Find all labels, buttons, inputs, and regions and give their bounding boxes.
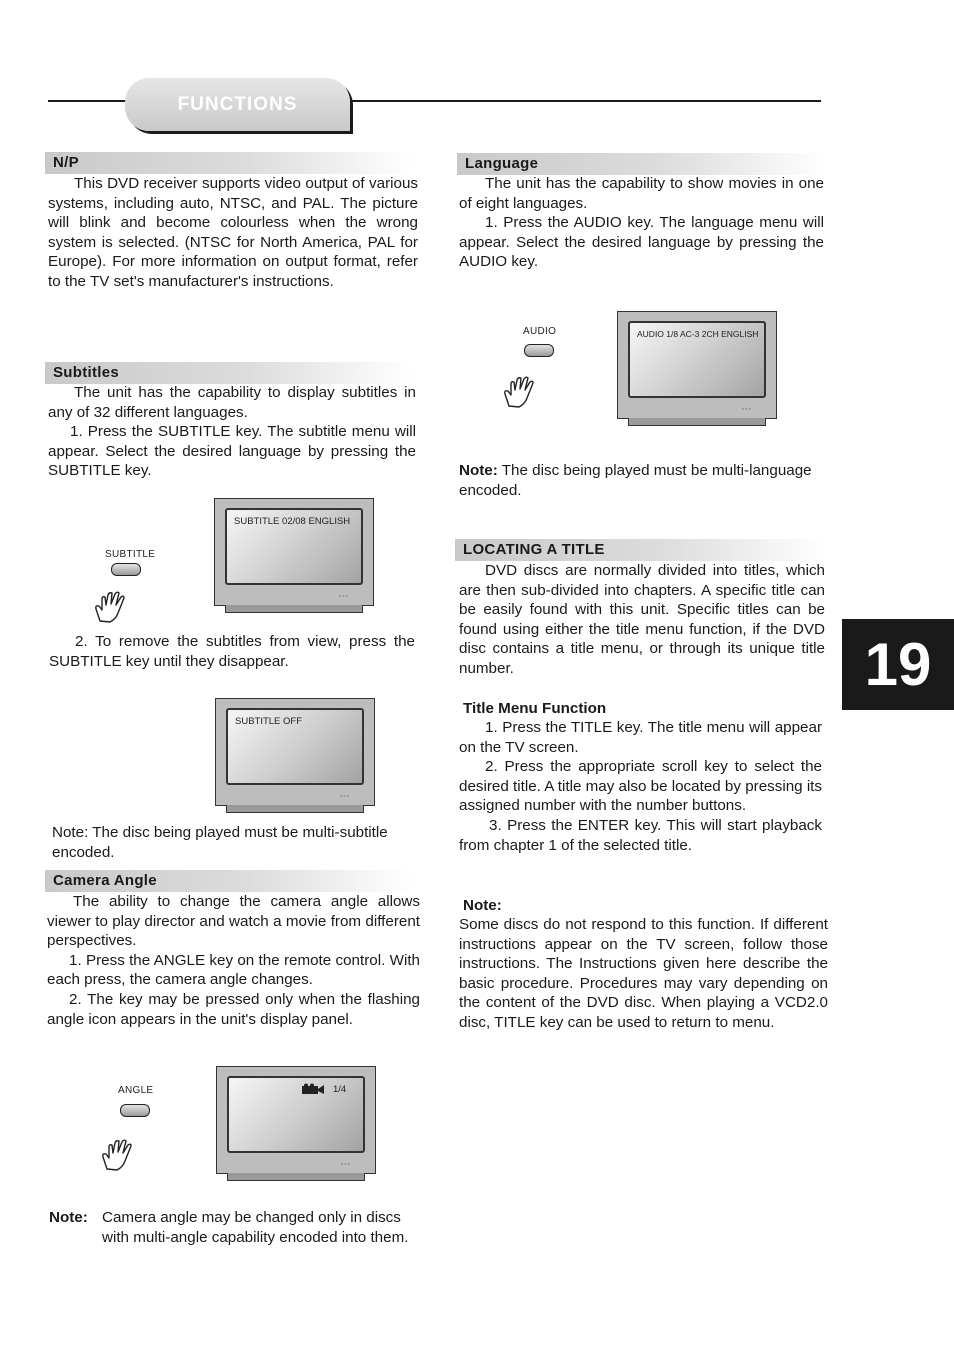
subtitles-step2-block — [49, 632, 415, 671]
language-heading: Language — [457, 153, 827, 175]
camera-angle-icon — [301, 1083, 325, 1095]
audio-button[interactable] — [524, 344, 554, 357]
camera-angle-heading: Camera Angle — [45, 870, 413, 892]
tv-control-dots: ◦◦◦ — [338, 593, 349, 600]
audio-button-label: AUDIO — [523, 326, 557, 337]
angle-button[interactable] — [120, 1104, 150, 1117]
camera-angle-step2: 2. The key may be pressed only when the flashing angle icon appears in the unit's display panel. — [47, 990, 420, 1028]
tv-base — [628, 418, 766, 426]
language-note-text: The disc being played must be multi-language encoded. — [459, 462, 812, 499]
np-body — [48, 174, 418, 292]
tv-base — [227, 1173, 365, 1181]
tv-control-dots: ◦◦◦ — [339, 793, 350, 800]
header-rule-left — [48, 100, 128, 102]
tv-base — [225, 605, 363, 613]
pointing-hand-icon — [501, 370, 541, 410]
tv-osd-text: AUDIO 1/8 AC-3 2CH ENGLISH — [637, 329, 759, 339]
tv-display — [628, 321, 766, 398]
tv-osd-text: SUBTITLE 02/08 ENGLISH — [234, 516, 351, 527]
subtitles-note — [52, 823, 414, 862]
np-heading: N/P — [45, 152, 413, 174]
subtitles-step1: 1. Press the SUBTITLE key. The subtitle menu will appear. Select the desired language by pressing the SUBTITLE key. — [48, 423, 416, 480]
section-tab-label: FUNCTIONS — [177, 93, 298, 115]
tv-control-dots: ◦◦◦ — [340, 1161, 351, 1168]
tv-control-dots: ◦◦◦ — [741, 406, 752, 413]
section-tab — [125, 78, 350, 131]
camera-angle-note-label: Note: — [49, 1209, 88, 1226]
pointing-hand-icon — [99, 1133, 139, 1173]
tv-screen-angle — [216, 1066, 376, 1174]
language-note-label: Note: — [459, 462, 498, 479]
subtitles-heading: Subtitles — [45, 362, 413, 384]
language-intro: The unit has the capability to show movies in one of eight languages. — [459, 175, 824, 212]
tv-base — [226, 805, 364, 813]
tv-osd-text: SUBTITLE OFF — [235, 716, 303, 727]
page-number: 19 — [842, 619, 954, 710]
tv-display — [225, 508, 363, 585]
locating-title-body — [459, 561, 825, 679]
angle-button-label: ANGLE — [118, 1085, 154, 1096]
camera-angle-note-text: Camera angle may be changed only in discs with multi-angle capability encoded into them. — [102, 1209, 409, 1246]
np-paragraph: This DVD receiver supports video output of various systems, including auto, NTSC, and PAL. The picture will blink and become colourless when the wrong system is selected. (NTSC for North America, PAL for Europe). For more information on output format, refer to the TV set's manufacturer's instructions. — [48, 175, 418, 290]
title-menu-step1: 1. Press the TITLE key. The title menu will appear on the TV screen. — [459, 719, 822, 756]
tv-screen-audio — [617, 311, 777, 419]
pointing-hand-icon — [92, 585, 132, 625]
title-menu-step2: 2. Press the appropriate scroll key to select the desired title. A title may also be located by pressing its assigned number with the number buttons. — [459, 758, 823, 815]
subtitles-note-text: The disc being played must be multi-subtitle encoded. — [52, 824, 388, 861]
title-menu-steps — [459, 718, 822, 855]
title-menu-function-heading: Title Menu Function — [463, 700, 607, 717]
subtitles-body — [48, 383, 416, 481]
camera-angle-intro: The ability to change the camera angle allows viewer to play director and watch a movie from different perspectives. — [47, 893, 420, 950]
subtitle-button-label: SUBTITLE — [105, 549, 156, 560]
subtitles-note-label: Note: — [52, 824, 89, 841]
tv-display — [226, 708, 364, 785]
locating-title-intro: DVD discs are normally divided into titles, which are then sub-divided into chapters. A specific title can be easily found with this unit. Specific titles can be found using either the title menu function, if the DVD disc contains a title menu, or through its unique title number. — [459, 562, 825, 677]
tv-osd-text: 1/4 — [333, 1084, 347, 1095]
tv-display — [227, 1076, 365, 1153]
camera-angle-note — [49, 1208, 424, 1247]
header-rule-right — [350, 100, 821, 102]
tv-screen-subtitle — [214, 498, 374, 606]
title-menu-step3: 3. Press the ENTER key. This will start playback from chapter 1 of the selected title. — [459, 816, 822, 854]
subtitle-button[interactable] — [111, 563, 141, 576]
locating-title-note-text: Some discs do not respond to this function. If different instructions appear on the TV screen, follow those instructions. The Instructions given here describe the basic procedure. Procedures may vary depending on the content of the DVD disc. When playing a VCD2.0 disc, TITLE key can be used to return to menu. — [459, 916, 828, 1031]
language-note — [459, 461, 823, 500]
subtitles-step2: 2. To remove the subtitles from view, press the SUBTITLE key until they disappear. — [49, 633, 415, 670]
language-body — [459, 174, 824, 272]
camera-angle-step1: 1. Press the ANGLE key on the remote control. With each press, the camera angle changes. — [47, 951, 420, 989]
language-step1: 1. Press the AUDIO key. The language menu will appear. Select the desired language by pressing the AUDIO key. — [459, 214, 824, 271]
locating-title-heading: LOCATING A TITLE — [455, 539, 827, 561]
camera-angle-body — [47, 892, 420, 1029]
tv-screen-subtitle-off — [215, 698, 375, 806]
subtitles-intro: The unit has the capability to display subtitles in any of 32 different languages. — [48, 384, 416, 421]
locating-title-note-label: Note: — [463, 897, 502, 914]
